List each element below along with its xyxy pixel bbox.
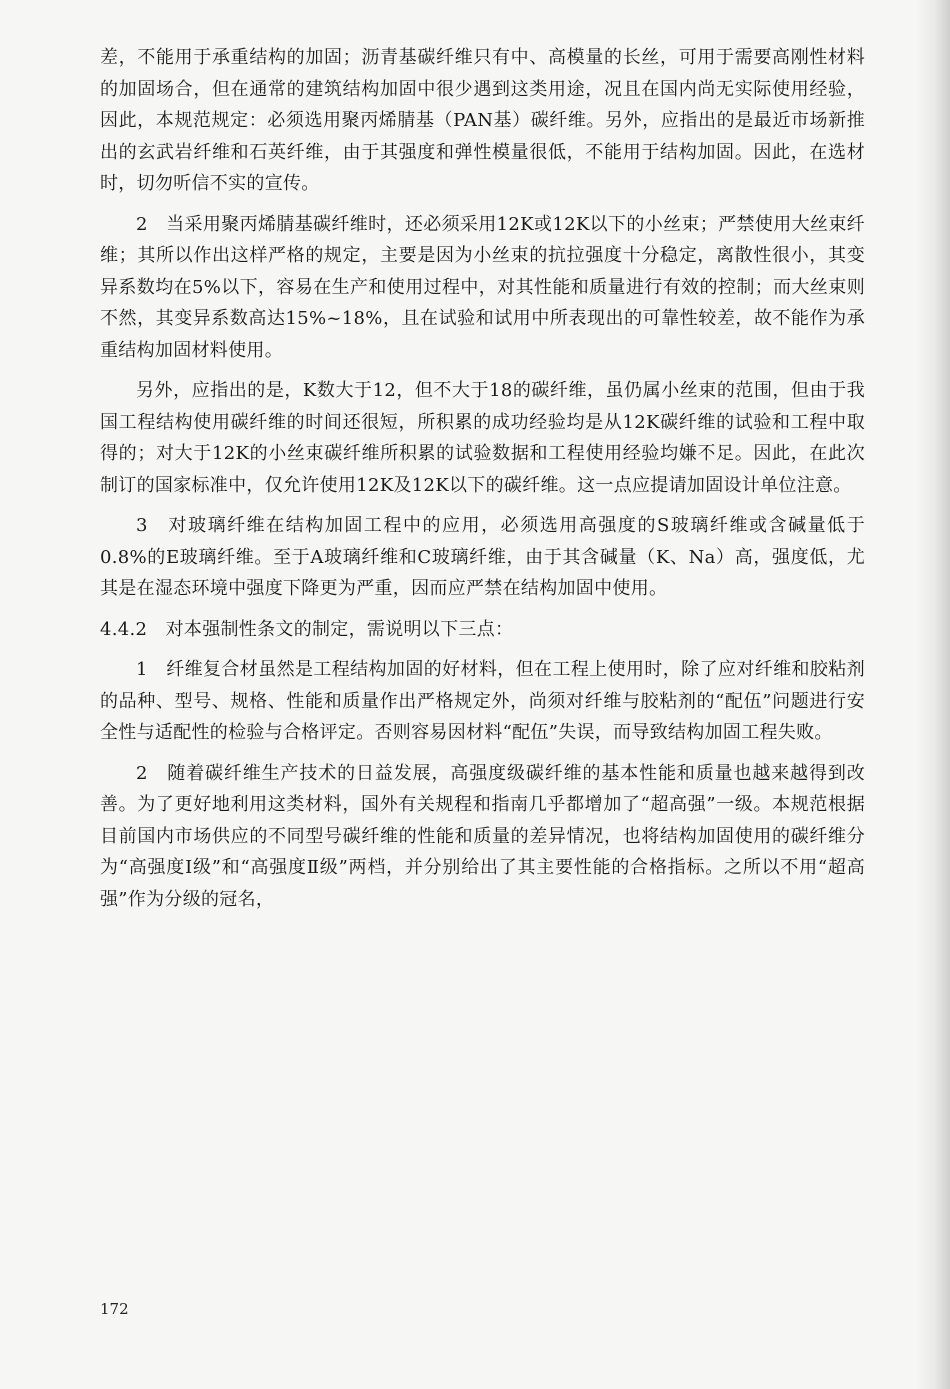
paragraph-item-2b: 2 随着碳纤维生产技术的日益发展，高强度级碳纤维的基本性能和质量也越来越得到改善。为了更好地利用这类材料，国外有关规程和指南几乎都增加了“超高强”一级。本规范根据目前国内市场供应的不同型号碳纤维的性能和质量的差异情况，也将结构加固使用的碳纤维分为“高强度Ⅰ级”和“高强度Ⅱ级”两档，并分别给出了其主要性能的合格指标。之所以不用“超高强”作为分级的冠名，: [100, 762, 865, 910]
page-number: 172: [100, 1300, 129, 1318]
paragraph-item-1: 1 纤维复合材虽然是工程结构加固的好材料，但在工程上使用时，除了应对纤维和胶粘剂的品种、型号、规格、性能和质量作出严格规定外，尚须对纤维与胶粘剂的“配伍”问题进行安全性与适配性的检验与合格评定。否则容易因材料“配伍”失误，而导致结构加固工程失败。: [100, 659, 865, 743]
document-page: [100, 42, 865, 924]
page-edge-shadow: [916, 0, 950, 1389]
paragraph-item-3: 3 对玻璃纤维在结构加固工程中的应用，必须选用高强度的S玻璃纤维或含碱量低于0.8%的E玻璃纤维。至于A玻璃纤维和C玻璃纤维，由于其含碱量（K、Na）高，强度低，尤其是在湿态环境中强度下降更为严重，因而应严禁在结构加固中使用。: [100, 515, 865, 599]
paragraph-item-2-note: 另外，应指出的是，K数大于12，但不大于18的碳纤维，虽仍属小丝束的范围，但由于我国工程结构使用碳纤维的时间还很短，所积累的成功经验均是从12K碳纤维的试验和工程中取得的；对大于12K的小丝束碳纤维所积累的试验数据和工程使用经验均嫌不足。因此，在此次制订的国家标准中，仅允许使用12K及12K以下的碳纤维。这一点应提请加固设计单位注意。: [100, 380, 865, 496]
paragraph-continued: 差，不能用于承重结构的加固；沥青基碳纤维只有中、高模量的长丝，可用于需要高刚性材料的加固场合，但在通常的建筑结构加固中很少遇到这类用途，况且在国内尚无实际使用经验，因此，本规范规定：必须选用聚丙烯腈基（PAN基）碳纤维。另外，应指出的是最近市场新推出的玄武岩纤维和石英纤维，由于其强度和弹性模量很低，不能用于结构加固。因此，在选材时，切勿听信不实的宣传。: [100, 47, 865, 194]
section-heading-4-4-2: 4.4.2 对本强制性条文的制定，需说明以下三点：: [100, 618, 514, 640]
paragraph-item-2: 2 当采用聚丙烯腈基碳纤维时，还必须采用12K或12K以下的小丝束；严禁使用大丝束纤维；其所以作出这样严格的规定，主要是因为小丝束的抗拉强度十分稳定，离散性很小，其变异系数均在5%以下，容易在生产和使用过程中，对其性能和质量进行有效的控制；而大丝束则不然，其变异系数高达15%~18%，且在试验和试用中所表现出的可靠性较差，故不能作为承重结构加固材料使用。: [100, 213, 865, 361]
